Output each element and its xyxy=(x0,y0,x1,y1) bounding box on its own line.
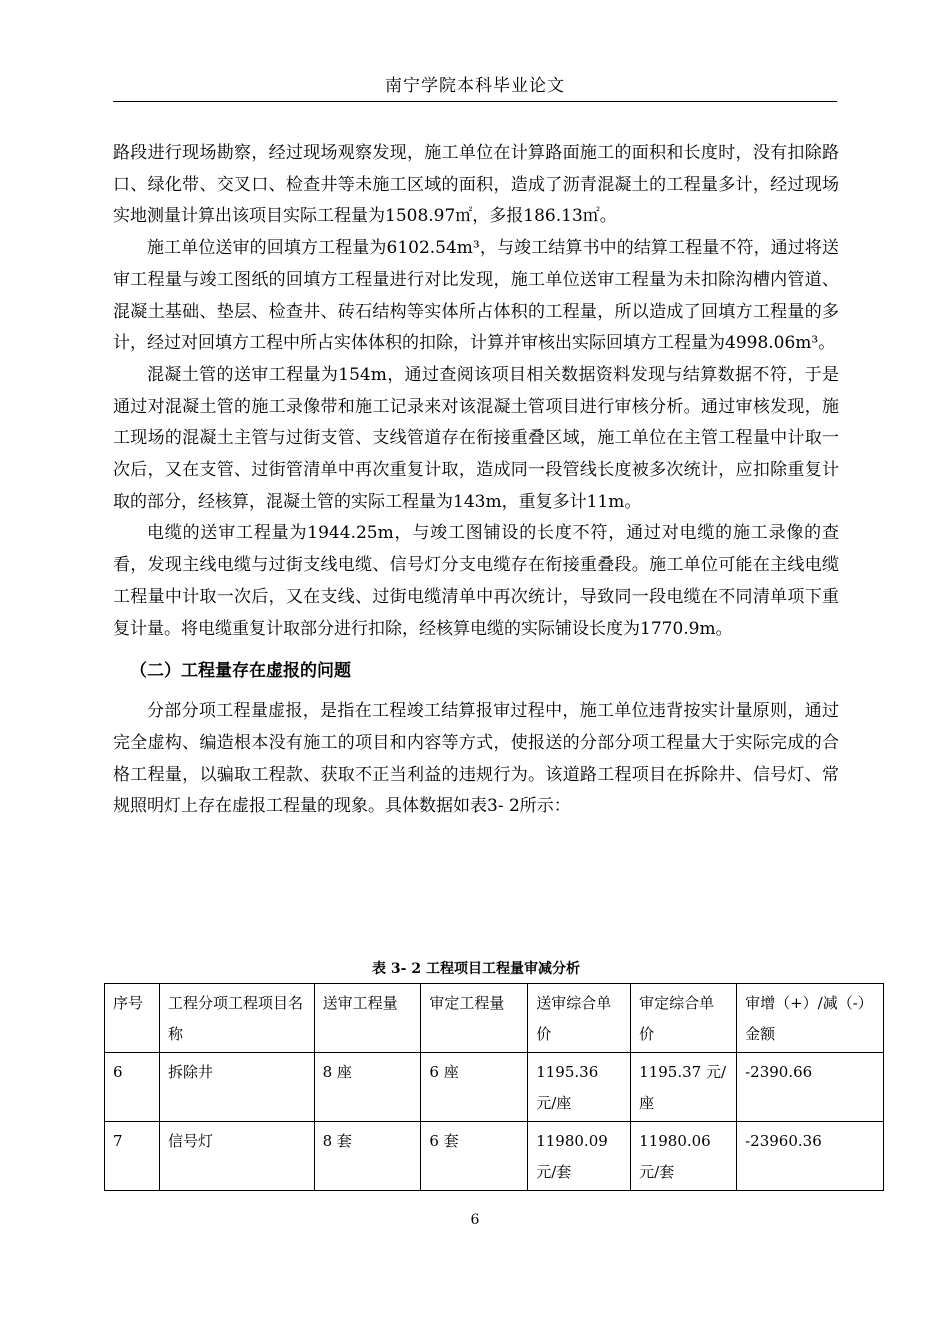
body-paragraph: 混凝土管的送审工程量为154m，通过查阅该项目相关数据资料发现与结算数据不符，于是通过对混凝土管的施工录像带和施工记录来对该混凝土管项目进行审核分析。通过审核发现，施工现场的混凝土主管与过街支管、支线管道存在衔接重叠区域，施工单位在主管工程量中计取一次后，又在支管、过街管清单中再次重复计取，造成同一段管线长度被多次统计，应扣除重复计取的部分，经核算，混凝土管的实际工程量为143m，重复多计11m。 xyxy=(113,364,839,512)
table-cell: 11980.09 元/套 xyxy=(528,1122,631,1191)
table-row xyxy=(105,1053,884,1122)
table-cell: -2390.66 xyxy=(737,1053,884,1122)
table-cell: 拆除井 xyxy=(159,1053,314,1122)
table-cell: 7 xyxy=(105,1122,160,1191)
table-cell: 6 xyxy=(105,1053,160,1122)
table-header-cell: 审增（+）/减（-）金额 xyxy=(737,984,884,1053)
page-number: 6 xyxy=(470,1212,480,1228)
section-heading: （二）工程量存在虚报的问题 xyxy=(130,661,351,682)
table-header-row xyxy=(105,984,884,1053)
table-caption: 表 3- 2 工程项目工程量审减分析 xyxy=(372,961,580,977)
table-header-cell: 审定工程量 xyxy=(421,984,528,1053)
table-cell: 11980.06 元/套 xyxy=(631,1122,737,1191)
table-cell: 6 座 xyxy=(421,1053,528,1122)
table-header-cell: 送审综合单价 xyxy=(528,984,631,1053)
table-header-cell: 审定综合单价 xyxy=(631,984,737,1053)
header-divider xyxy=(113,101,837,102)
table-cell: -23960.36 xyxy=(737,1122,884,1191)
body-paragraph: 路段进行现场勘察，经过现场观察发现，施工单位在计算路面施工的面积和长度时，没有扣除路口、绿化带、交叉口、检查井等未施工区域的面积，造成了沥青混凝土的工程量多计，经过现场实地测量计算出该项目实际工程量为1508.97㎡，多报186.13㎡。 xyxy=(113,143,839,227)
main-text xyxy=(113,138,839,823)
table-cell: 1195.37 元/座 xyxy=(631,1053,737,1122)
table-cell: 8 座 xyxy=(314,1053,421,1122)
table-cell: 6 套 xyxy=(421,1122,528,1191)
table-cell: 1195.36 元/座 xyxy=(528,1053,631,1122)
body-paragraph: 电缆的送审工程量为1944.25m，与竣工图铺设的长度不符，通过对电缆的施工录像的查看，发现主线电缆与过街支线电缆、信号灯分支电缆存在衔接重叠段。施工单位可能在主线电缆工程量中计取一次后，又在支线、过街电缆清单中再次统计，导致同一段电缆在不同清单项下重复计量。将电缆重复计取部分进行扣除，经核算电缆的实际铺设长度为1770.9m。 xyxy=(113,523,839,639)
table-header-cell: 送审工程量 xyxy=(314,984,421,1053)
data-table xyxy=(104,983,884,1191)
table-header-cell: 序号 xyxy=(105,984,160,1053)
body-paragraph: 施工单位送审的回填方工程量为6102.54m³，与竣工结算书中的结算工程量不符，通过将送审工程量与竣工图纸的回填方工程量进行对比发现，施工单位送审工程量为未扣除沟槽内管道、混凝土基础、垫层、检查井、砖石结构等实体所占体积的工程量，所以造成了回填方工程量的多计，经过对回填方工程中所占实体体积的扣除，计算并审核出实际回填方工程量为4998.06m³。 xyxy=(113,238,839,354)
table-cell: 信号灯 xyxy=(159,1122,314,1191)
page-header-title: 南宁学院本科毕业论文 xyxy=(385,76,565,96)
table-row xyxy=(105,1122,884,1191)
table-header-cell: 工程分项工程项目名称 xyxy=(159,984,314,1053)
body-paragraph: 分部分项工程量虚报，是指在工程竣工结算报审过程中，施工单位违背按实计量原则，通过完全虚构、编造根本没有施工的项目和内容等方式，使报送的分部分项工程量大于实际完成的合格工程量，以骗取工程款、获取不正当利益的违规行为。该道路工程项目在拆除井、信号灯、常规照明灯上存在虚报工程量的现象。具体数据如表3- 2所示： xyxy=(113,701,839,817)
table-cell: 8 套 xyxy=(314,1122,421,1191)
